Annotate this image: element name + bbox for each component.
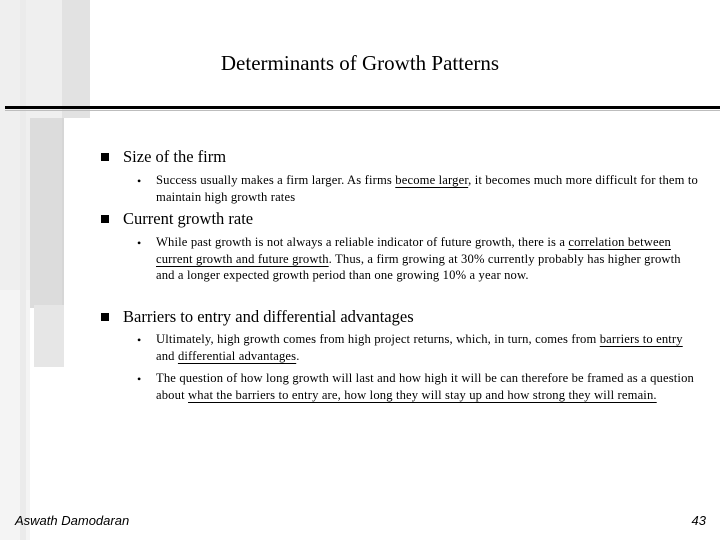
bullet-heading: Barriers to entry and differential advantages: [123, 307, 414, 326]
text-segment: While past growth is not always a reliable indicator of future growth, there is a: [156, 235, 569, 249]
sub-bullet-dot-icon: •: [137, 236, 142, 250]
sub-bullet-text: [156, 172, 701, 205]
text-segment: , it becomes much more difficult for them to maintain high growth rates: [156, 173, 699, 204]
text-segment: Ultimately, high growth comes from high project returns, which, in turn, comes from: [156, 332, 600, 346]
underlined-text: become larger: [395, 173, 469, 187]
bullet-square-icon: [101, 313, 109, 321]
bullet-square-icon: [101, 153, 109, 161]
title-divider-shadow: [5, 110, 720, 111]
underlined-text: what the barriers to entry are, how long they will stay up and how strong they will remain.: [188, 387, 657, 402]
slide-title: Determinants of Growth Patterns: [220, 51, 500, 75]
background-stripe: [20, 0, 26, 540]
underlined-text: barriers to entry: [599, 332, 683, 346]
underlined-text: differential advantages: [177, 348, 297, 363]
page-number: 43: [691, 513, 706, 528]
text-segment: . Thus, a firm growing at 30% currently probably has higher growth and a longer expected growth period than one growing 10% a year now.: [156, 251, 681, 283]
title-divider: [5, 106, 720, 109]
underlined-text: correlation between current growth and future growth: [156, 235, 671, 266]
footer-author: Aswath Damodaran: [15, 513, 130, 528]
sub-bullet-text: [156, 370, 701, 403]
background-block: [30, 118, 62, 308]
background-block: [34, 305, 64, 367]
text-segment: and: [156, 348, 178, 363]
sub-bullet-dot-icon: •: [137, 333, 142, 347]
text-segment: .: [296, 348, 300, 363]
bullet-heading: Current growth rate: [123, 209, 254, 228]
bullet-square-icon: [101, 215, 109, 223]
background-block-edge: [62, 118, 64, 308]
text-segment: The question of how long growth will last and how high it will be can therefore be framed as a question about: [156, 371, 694, 402]
sub-bullet-text: [156, 331, 701, 364]
sub-bullet-dot-icon: •: [137, 174, 142, 188]
bullet-heading: Size of the firm: [123, 147, 227, 166]
sub-bullet-dot-icon: •: [137, 372, 142, 386]
text-segment: Success usually makes a firm larger. As firms: [156, 173, 396, 187]
sub-bullet-text: [156, 234, 701, 284]
